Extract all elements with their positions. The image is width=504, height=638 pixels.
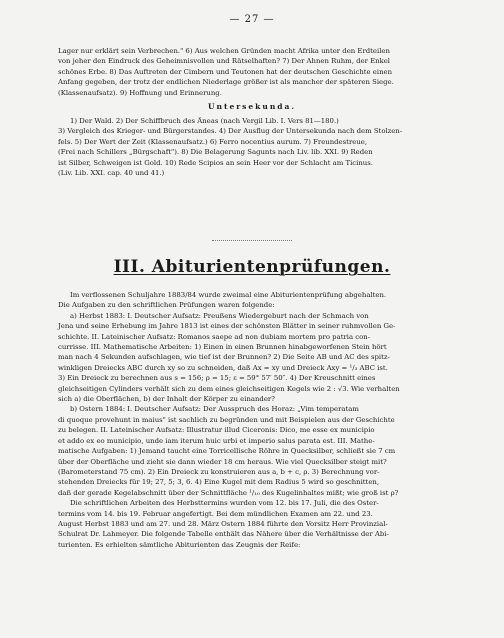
text-line: Die schriftlichen Arbeiten des Herbsttermins wurden vom 12. bis 17. Juli, die des Oster-: [70, 499, 379, 508]
text-line: schichte. II. Lateinischer Aufsatz: Romanos saepe ad non dubiam mortem pro patria con-: [58, 332, 371, 341]
text-line: di quoque provehunt in maius" ist sachlich zu begründen und mit Beispielen aus der Geschichte: [58, 415, 395, 424]
exam-section: [58, 290, 446, 550]
text-line: Jena und seine Erhebung im Jahre 1813 ist eines der schönsten Blätter in seiner ruhmvollen Ge-: [58, 322, 396, 331]
text-line: schönes Erbe. 8) Das Auftreten der Cimbern und Teutonen hat der deutschen Geschichte einen: [58, 67, 393, 76]
text-line: (Liv. Lib. XXI. cap. 40 und 41.): [58, 169, 165, 178]
text-line: 1) Der Wald. 2) Der Schiffbruch des Äneas (nach Vergil Lib. I. Vers 81—180.): [70, 117, 339, 125]
text-line: et addo ex eo municipio, unde iam iterum huic urbi et imperio salus parata est. III. Mathe-: [58, 436, 375, 445]
text-line: (Frei nach Schillers „Bürgschaft"). 8) Die Belagerung Sagunts nach Liv. lib. XXI. 9) Reden: [58, 148, 373, 157]
text-line: 3) Ein Dreieck zu berechnen aus s = 156; ρ = 15; ε = 59° 57′ 50″. 4) Der Kreuschnitt eines: [58, 374, 376, 383]
text-line: von jeher den Eindruck des Geheimnisvollen und Rätselhaften? 7) Der Ahnen Ruhm, der Enkel: [58, 57, 390, 66]
text-line: termins vom 14. bis 19. Februar angefertigt. Bei dem mündlichen Examen am 22. und 23.: [58, 509, 373, 518]
text-line: b) Ostern 1884: I. Deutscher Aufsatz: Der Ausspruch des Horaz: „Vim temperatam: [70, 405, 359, 414]
text-line: zu belegen. II. Lateinischer Aufsatz: Illustratur illud Ciceronis: Dico, me esse ex municipio: [58, 426, 375, 435]
untersekunda-heading: Untersekunda.: [208, 102, 296, 111]
text-line: über der Oberfläche und zieht sie dann wieder 18 cm heraus. Wie viel Quecksilber steigt mit?: [58, 457, 387, 466]
text-line: (Klassenaufsatz). 9) Hoffnung und Erinnerung.: [58, 88, 222, 97]
text-line: fels. 5) Der Wert der Zeit (Klassenaufsatz.) 6) Ferro nocentius aurum. 7) Freundestreue,: [58, 137, 368, 146]
text-line: matische Aufgaben: 1) Jemand taucht eine Torricellische Röhre in Quecksilber, schließt sie 7 cm: [58, 447, 396, 456]
section-heading: III. Abiturientenprüfungen.: [113, 257, 391, 277]
text-line: stehenden Dreiecks für 19; 27, 5; 3, 6. 4) Eine Kugel mit dem Radius 5 wird so geschnitten,: [58, 478, 380, 487]
text-line: Schulrat Dr. Lahmeyer. Die folgende Tabelle enthält das Nähere über die Verhältnisse der Abi-: [58, 530, 389, 539]
text-line: turienten. Es erhielten sämtliche Abiturienten das Zeugnis der Reife:: [58, 540, 301, 549]
essay-topics-untersekunda: [58, 116, 446, 178]
page-number: — 27 —: [229, 14, 275, 25]
text-line: August Herbst 1883 und am 27. und 28. März Ostern 1884 führte den Vorsitz Herr Provinzial-: [58, 519, 388, 528]
text-line: a) Herbst 1883: I. Deutscher Aufsatz: Preußens Wiedergeburt nach der Schmach von: [70, 311, 369, 320]
text-line: Lager nur erklärt sein Verbrechen." 6) Aus welchen Gründen macht Afrika unter den Erdteilen: [58, 47, 390, 55]
text-line: currisse. III. Mathematische Arbeiten: 1) Einen in einen Brunnen hinabgeworfenen Stein hört: [58, 343, 387, 352]
text-line: gleichseitigen Cylinders verhält sich zu dem eines gleichseitigen Kegels wie 2 : √3. Wie verhalten: [58, 384, 400, 393]
text-line: 3) Vergleich des Krieger- und Bürgerstandes. 4) Der Ausflug der Untersekunda nach dem Stolzen-: [58, 127, 403, 136]
essay-topics-obersekunda: [58, 46, 446, 98]
text-line: Die Aufgaben zu den schriftlichen Prüfungen waren folgende:: [58, 301, 275, 310]
section-divider: [212, 240, 292, 241]
text-line: ist Silber, Schweigen ist Gold. 10) Rede Scipios an sein Heer vor der Schlacht am Ticinus.: [58, 158, 373, 167]
text-line: sich a) die Oberflächen, b) der Inhalt der Körper zu einander?: [58, 395, 275, 404]
text-line: Im verflossenen Schuljahre 1883/84 wurde zweimal eine Abiturientenprüfung abgehalten.: [70, 291, 387, 299]
text-line: winkligen Dreiecks ABC durch xy so zu schneiden, daß Ax = xy und Dreieck Axy = ¹/₃ ABC ist.: [58, 363, 388, 372]
text-line: daß der gerade Kegelabschnitt über der Schnittfläche ¹/₁₀ des Kugelinhaltes mißt; wie groß ist ρ?: [58, 488, 399, 497]
text-line: man nach 4 Sekunden aufschlagen, wie tief ist der Brunnen? 2) Die Seite AB und AC des spitz-: [58, 353, 390, 362]
text-line: Anfang gegeben, der trotz der endlichen Niederlage größer ist als mancher der späteren Siege.: [58, 78, 394, 87]
text-line: (Barometerstand 75 cm). 2) Ein Dreieck zu konstruieren aus a, b + c, ρ. 3) Berechnung vor-: [58, 467, 380, 476]
